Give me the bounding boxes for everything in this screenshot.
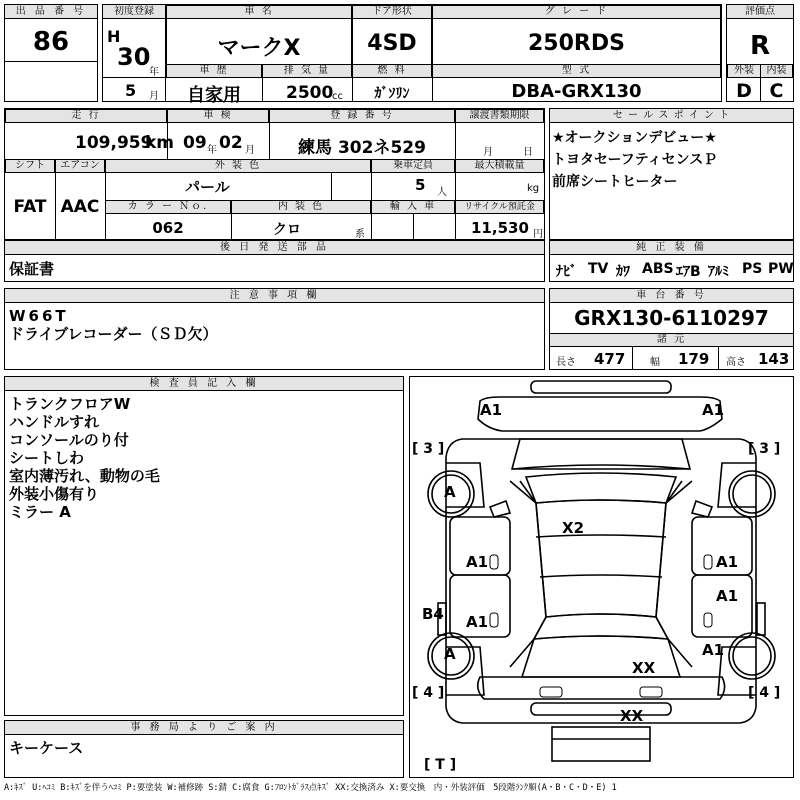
capacity-unit: 人 — [437, 187, 447, 198]
registration-value: 練馬 302ネ529 — [298, 138, 426, 158]
capacity-value: 5 — [415, 176, 426, 194]
recycle-label: リサイクル預託金 — [455, 200, 544, 214]
inspector-line: 外装小傷有り — [9, 485, 100, 503]
first-reg-month-unit: 月 — [149, 91, 159, 102]
exterior-color-value: パール — [185, 178, 230, 196]
inspector-line: 室内薄汚れ、動物の毛 — [9, 467, 160, 485]
interior-score-value: C — [769, 80, 784, 102]
aircon-value: AAC — [60, 197, 100, 217]
max-load-unit: kg — [527, 183, 540, 194]
length-value: 477 — [594, 350, 626, 368]
shift-value: FAT — [13, 197, 47, 217]
bracket-tail: [ T ] — [424, 757, 457, 773]
mark-wheel-fl: A — [444, 483, 456, 501]
interior-score-label: 内装 — [760, 64, 793, 78]
height-value: 143 — [758, 350, 790, 368]
capacity-label: 乗車定員 — [371, 159, 455, 173]
width-label: 幅 — [650, 357, 660, 368]
lot-number-label: 出 品 番 号 — [5, 5, 97, 19]
office-label: 事 務 局 よ り ご 案 内 — [5, 721, 403, 735]
car-name-label: 車 名 — [166, 5, 352, 19]
mark-left-rocker: B4 — [422, 605, 444, 623]
inspector-line: シートしわ — [9, 449, 85, 467]
mark-right-rear-door: A1 — [716, 587, 739, 605]
equipment-item: PW — [768, 261, 794, 277]
interior-color-label: 内 装 色 — [231, 200, 371, 214]
sales-points-box — [549, 108, 794, 240]
aircon-label: エアコン — [55, 159, 105, 173]
inspection-label: 車 検 — [167, 109, 269, 123]
later-parts-box — [4, 240, 545, 282]
transfer-month-unit: 月 — [483, 147, 493, 158]
note-line: ドライブレコーダー（ＳＤ欠） — [9, 325, 218, 343]
car-diagram-box — [409, 376, 794, 778]
fuel-value: ｶﾞｿﾘﾝ — [374, 86, 410, 102]
later-parts-label: 後 日 発 送 部 品 — [5, 241, 544, 255]
model-code-value: DBA-GRX130 — [511, 81, 642, 102]
inspection-year: 09 — [183, 133, 207, 153]
mark-wheel-rl: A — [444, 645, 456, 663]
bracket-rear-right: [ 4 ] — [748, 685, 781, 701]
inspector-line: コンソールのり付 — [9, 431, 129, 449]
equipment-item: PS — [742, 261, 763, 277]
mark-left-rear-door: A1 — [466, 613, 489, 631]
score-box — [726, 4, 794, 102]
legend-footer: A:ｷｽﾞ U:ﾍｺﾐ B:ｷｽﾞを伴うﾍｺﾐ P:要塗装 W:補修跡 S:錆 C:腐食 G:ﾌﾛﾝﾄｶﾞﾗｽ点ｷｽﾞ XX:交換済み X:要交換 内・外装評価 5段階ﾗﾝｸ順(A・B・C・D・E) 1 — [4, 783, 617, 793]
door-type-value: 4SD — [367, 31, 417, 56]
fuel-label: 燃 料 — [352, 64, 432, 78]
registration-label: 登 録 番 号 — [269, 109, 455, 123]
import-label: 輸 入 車 — [371, 200, 455, 214]
inspector-line: トランクフロアW — [9, 395, 131, 413]
lot-number-box — [4, 4, 98, 102]
chassis-label: 車 台 番 号 — [550, 289, 793, 303]
notes-label: 注 意 事 項 欄 — [5, 289, 544, 303]
history-value: 自家用 — [187, 85, 241, 106]
equipment-item: ｶﾜ — [616, 264, 630, 280]
first-reg-label: 初度登録 — [103, 5, 165, 19]
length-label: 長さ — [556, 357, 576, 368]
mark-left-front-door: A1 — [466, 553, 489, 571]
bracket-rear-left: [ 4 ] — [412, 685, 445, 701]
later-parts-value: 保証書 — [9, 260, 55, 278]
grade-value: 250RDS — [528, 31, 625, 56]
bracket-front-left: [ 3 ] — [412, 441, 445, 457]
dims-label: 諸 元 — [550, 333, 793, 347]
mark-right-front-door: A1 — [716, 553, 739, 571]
sales-point-line: トヨタセーフティセンスＰ — [552, 152, 718, 168]
mileage-unit: km — [145, 133, 175, 153]
car-name-value: マークX — [217, 36, 301, 61]
transfer-day-unit: 日 — [523, 147, 533, 158]
color-no-value: 062 — [152, 219, 184, 237]
mark-trunk: XX — [632, 659, 656, 677]
mark-front-right: A1 — [702, 401, 725, 419]
mark-rear-bumper: XX — [620, 707, 644, 725]
equipment-item: TV — [588, 261, 609, 277]
inspector-line: ハンドルすれ — [9, 413, 100, 431]
equipment-item: ｱﾙﾐ — [708, 264, 729, 280]
sales-point-line: ★オークションデビュー★ — [552, 130, 717, 146]
width-value: 179 — [678, 350, 710, 368]
sales-points-label: セ ー ル ス ポ イ ン ト — [550, 109, 793, 123]
first-reg-year-unit: 年 — [149, 67, 159, 78]
chassis-value: GRX130-6110297 — [574, 306, 769, 330]
equipment-box — [549, 240, 794, 282]
displacement-unit: cc — [332, 91, 343, 102]
transfer-label: 譲渡書類期限 — [455, 109, 544, 123]
score-label: 評価点 — [727, 5, 793, 19]
exterior-score-value: D — [736, 80, 752, 102]
height-label: 高さ — [726, 357, 746, 368]
notes-box — [4, 288, 545, 370]
car-info-box — [165, 4, 722, 106]
first-reg-month: 5 — [125, 81, 137, 100]
mark-front-left: A1 — [480, 401, 503, 419]
mileage-label: 走 行 — [5, 109, 167, 123]
inspection-year-unit: 年 — [207, 145, 217, 156]
history-label: 車 歴 — [166, 64, 262, 78]
first-reg-box — [102, 4, 166, 102]
equipment-item: ｴｱB — [676, 264, 701, 280]
office-value: キーケース — [9, 739, 84, 757]
recycle-value: 11,530 — [471, 219, 529, 237]
displacement-value: 2500 — [286, 83, 334, 103]
exterior-score-label: 外装 — [727, 64, 761, 78]
displacement-label: 排 気 量 — [262, 64, 352, 78]
score-value: R — [749, 31, 771, 61]
shift-label: シフト — [5, 159, 55, 173]
car-diagram — [410, 377, 793, 777]
interior-color-unit: 系 — [355, 229, 365, 240]
chassis-box — [549, 288, 794, 370]
max-load-label: 最大積載量 — [455, 159, 544, 173]
equipment-label: 純 正 装 備 — [550, 241, 793, 255]
inspector-line: ミラー A — [9, 503, 71, 521]
mark-right-quarter: A1 — [702, 641, 725, 659]
bracket-front-right: [ 3 ] — [748, 441, 781, 457]
interior-color-value: クロ — [273, 222, 301, 238]
first-reg-era: H — [107, 27, 121, 46]
lot-number-value: 86 — [32, 27, 70, 57]
exterior-color-label: 外 装 色 — [105, 159, 371, 173]
first-reg-year: 30 — [117, 43, 151, 71]
office-box — [4, 720, 404, 778]
note-line: W66T — [9, 307, 69, 325]
mark-roof: X2 — [562, 519, 585, 537]
door-type-label: ドア形状 — [352, 5, 432, 19]
recycle-unit: 円 — [533, 229, 543, 240]
color-no-label: カ ラ ー Ｎｏ. — [105, 200, 231, 214]
sales-point-line: 前席シートヒーター — [552, 174, 678, 190]
equipment-item: ABS — [642, 261, 674, 277]
mileage-value: 109,959 — [75, 133, 153, 153]
inspection-month-unit: 月 — [245, 145, 255, 156]
inspector-label: 検 査 員 記 入 欄 — [5, 377, 403, 391]
equipment-item: ﾅﾋﾞ — [556, 264, 577, 280]
model-code-label: 型 式 — [432, 64, 721, 78]
inspector-box — [4, 376, 404, 716]
vehicle-details-box — [4, 108, 545, 240]
grade-label: グ レ ー ド — [432, 5, 721, 19]
inspection-month: 02 — [219, 133, 243, 153]
